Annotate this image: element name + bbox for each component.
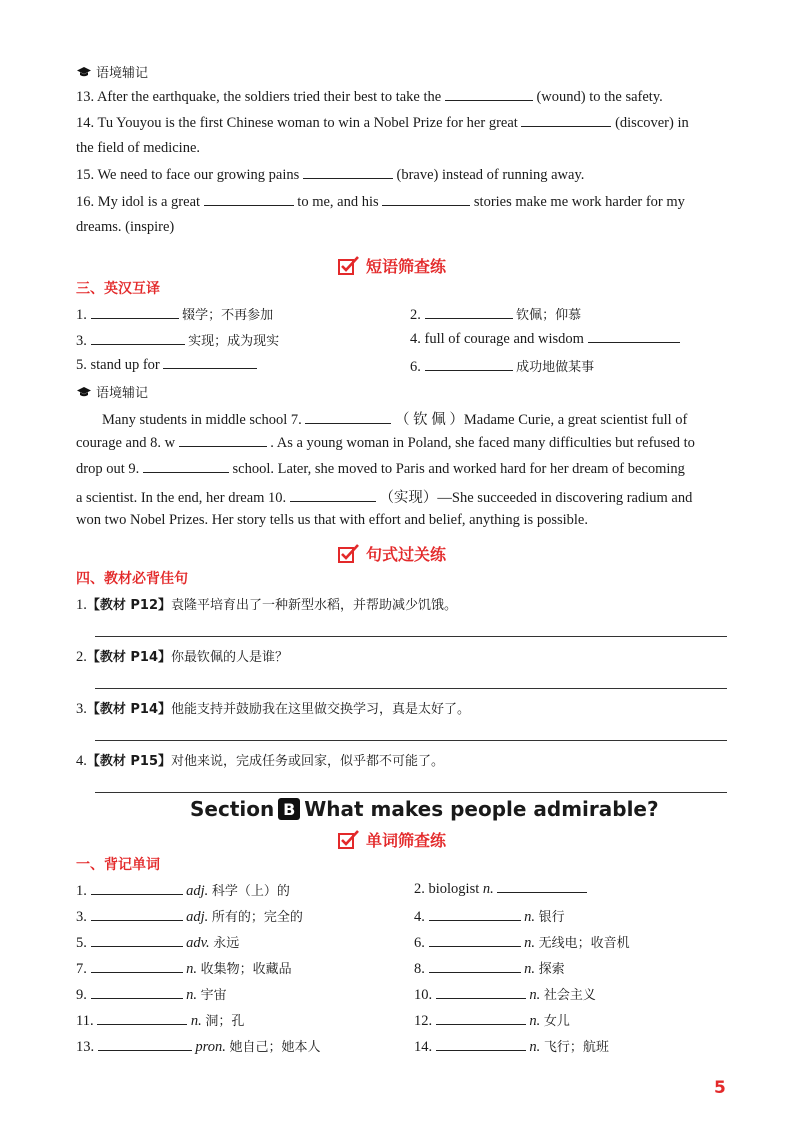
- answer-blank[interactable]: [91, 934, 183, 947]
- part-of-speech: n.: [529, 1039, 541, 1055]
- sentence-item-1: [76, 594, 457, 614]
- checkbox-check-icon: [338, 256, 360, 276]
- part-of-speech: n.: [482, 881, 494, 897]
- item-number: 2.: [76, 649, 87, 665]
- checkbox-check-icon: [338, 544, 360, 564]
- item-chinese: 探索: [538, 962, 565, 977]
- part-of-speech: n.: [524, 961, 535, 977]
- passage-text: school. Later, she moved to Paris and worked hard for her dream of becoming: [232, 461, 685, 477]
- question-16: [76, 193, 685, 211]
- item-number: 1.: [76, 597, 87, 613]
- answer-line[interactable]: [95, 740, 727, 741]
- passage-text: a scientist. In the end, her dream 10.: [76, 490, 287, 506]
- question-13-hint: (wound) to the safety.: [536, 89, 663, 105]
- item-number: 3.: [76, 701, 87, 717]
- answer-blank[interactable]: [429, 960, 521, 973]
- answer-blank[interactable]: [303, 166, 393, 179]
- item-number: 7.: [76, 961, 87, 977]
- word-item-12: [414, 1010, 570, 1030]
- item-number: 13.: [76, 1039, 95, 1055]
- word-item-14: [414, 1036, 609, 1056]
- item-number: 3.: [76, 909, 87, 925]
- sentence-practice-title: 句式过关练: [366, 545, 447, 564]
- question-14-text: 14. Tu Youyou is the first Chinese woman to win a Nobel Prize for her great: [76, 115, 518, 131]
- context-note-header: [76, 62, 148, 81]
- part-of-speech: n.: [524, 935, 535, 951]
- part-of-speech: n.: [524, 909, 535, 925]
- item-number: 10.: [414, 987, 433, 1003]
- passage-line-5: won two Nobel Prizes. Her story tells us that with effort and belief, anything is possible.: [76, 512, 588, 528]
- answer-blank[interactable]: [204, 193, 294, 206]
- passage-text: . As a young woman in Poland, she faced many difficulties but refused to: [270, 435, 695, 451]
- item-number: 1.: [76, 883, 87, 899]
- answer-blank[interactable]: [91, 960, 183, 973]
- word-item-3: [76, 906, 303, 926]
- phrase-item-2: [410, 304, 581, 324]
- question-13-text: 13. After the earthquake, the soldiers tried their best to take the: [76, 89, 442, 105]
- answer-blank[interactable]: [429, 908, 521, 921]
- item-chinese: 钦佩；仰慕: [516, 308, 582, 323]
- sentence-item-4: [76, 750, 444, 770]
- passage-line-1: [102, 408, 687, 429]
- phrase-practice-banner: [338, 254, 446, 277]
- item-number: 3.: [76, 333, 87, 349]
- question-14-cont: the field of medicine.: [76, 140, 201, 156]
- question-16-text-b: to me, and his: [297, 194, 379, 210]
- question-15-hint: (brave) instead of running away.: [396, 167, 585, 183]
- answer-blank[interactable]: [588, 330, 680, 343]
- textbook-tag: 【教材 P14】: [86, 650, 172, 665]
- item-number: 14.: [414, 1039, 433, 1055]
- question-14-hint: (discover) in: [615, 115, 689, 131]
- section-b-title: [190, 797, 659, 821]
- phrase-item-4: [410, 330, 680, 348]
- question-16-cont: dreams. (inspire): [76, 219, 175, 235]
- item-number: 4.: [414, 909, 425, 925]
- item-chinese: 银行: [538, 910, 565, 925]
- answer-blank[interactable]: [97, 1012, 187, 1025]
- word-item-5: [76, 932, 239, 952]
- item-chinese: 所有的；完全的: [211, 910, 303, 925]
- part-of-speech: pron.: [195, 1039, 226, 1055]
- item-chinese: 她自己；她本人: [229, 1040, 321, 1055]
- item-chinese: 永远: [213, 936, 240, 951]
- part-of-speech: n.: [529, 1013, 541, 1029]
- sentence-chinese: 对他来说，完成任务或回家，似乎都不可能了。: [171, 754, 445, 769]
- sentence-practice-banner: [338, 542, 446, 565]
- word-item-6: [414, 932, 630, 952]
- answer-blank[interactable]: [163, 356, 257, 369]
- answer-blank[interactable]: [91, 332, 185, 345]
- answer-blank[interactable]: [382, 193, 470, 206]
- phrase-item-6: [410, 356, 594, 376]
- answer-blank[interactable]: [429, 934, 521, 947]
- phrase-item-5: [76, 356, 257, 374]
- word-practice-banner: [338, 828, 446, 851]
- word-item-2: [414, 880, 587, 898]
- item-chinese: 成功地做某事: [516, 360, 595, 375]
- answer-blank[interactable]: [91, 986, 183, 999]
- word-item-10: [414, 984, 596, 1004]
- part-of-speech: n.: [190, 1013, 202, 1029]
- answer-blank[interactable]: [290, 489, 376, 502]
- item-chinese: 实现；成为现实: [188, 334, 280, 349]
- part-of-speech: n.: [186, 961, 197, 977]
- part-of-speech: adj.: [186, 883, 209, 899]
- textbook-tag: 【教材 P12】: [86, 598, 172, 613]
- sentence-chinese: 你最钦佩的人是谁？: [171, 650, 289, 665]
- item-number: 8.: [414, 961, 425, 977]
- part-of-speech: n.: [529, 987, 541, 1003]
- answer-blank[interactable]: [143, 460, 229, 473]
- sentence-item-3: [76, 698, 470, 718]
- answer-blank[interactable]: [497, 880, 587, 893]
- answer-blank[interactable]: [436, 1038, 526, 1051]
- passage-line-2: [76, 434, 695, 452]
- word-item-13: [76, 1036, 321, 1056]
- answer-blank[interactable]: [91, 908, 183, 921]
- textbook-tag: 【教材 P15】: [86, 754, 172, 769]
- passage-text: Many students in middle school 7.: [102, 412, 302, 428]
- answer-blank[interactable]: [91, 306, 179, 319]
- item-chinese: 辍学；不再参加: [182, 308, 274, 323]
- graduation-cap-icon: [76, 66, 92, 78]
- item-number: 4.: [76, 753, 87, 769]
- context-note-label: 语境辅记: [96, 66, 149, 81]
- answer-blank[interactable]: [436, 1012, 526, 1025]
- item-chinese: 无线电；收音机: [538, 936, 630, 951]
- item-english: 2. biologist: [414, 881, 480, 897]
- item-number: 12.: [414, 1013, 433, 1029]
- item-number: 1.: [76, 307, 87, 323]
- context-note-header: [76, 382, 148, 401]
- word-item-11: [76, 1010, 244, 1030]
- question-16-text-c: stories make me work harder for my: [473, 194, 685, 210]
- item-chinese: 社会主义: [543, 988, 596, 1003]
- section-letter-badge: B: [278, 798, 300, 820]
- question-16-text: 16. My idol is a great: [76, 194, 201, 210]
- sentence-chinese: 袁隆平培育出了一种新型水稻，并帮助减少饥饿。: [171, 598, 458, 613]
- answer-blank[interactable]: [91, 882, 183, 895]
- sentence-chinese: 他能支持并鼓励我在这里做交换学习，真是太好了。: [171, 702, 471, 717]
- part-of-speech: adj.: [186, 909, 209, 925]
- passage-text: （实现）—She succeeded in discovering radium and: [379, 490, 693, 506]
- question-15-text: 15. We need to face our growing pains: [76, 167, 300, 183]
- question-14: [76, 114, 689, 132]
- item-chinese: 收集物；收藏品: [200, 962, 292, 977]
- item-number: 5.: [76, 935, 87, 951]
- section-prefix: Section: [190, 797, 275, 821]
- word-item-7: [76, 958, 292, 978]
- part-of-speech: n.: [186, 987, 197, 1003]
- passage-text: （ 钦 佩 ）Madame Curie, a great scientist full of: [395, 412, 688, 428]
- answer-blank[interactable]: [425, 306, 513, 319]
- word-item-9: [76, 984, 227, 1004]
- page-number: 5: [714, 1078, 726, 1098]
- answer-blank[interactable]: [425, 358, 513, 371]
- answer-line[interactable]: [95, 688, 727, 689]
- graduation-cap-icon: [76, 386, 92, 398]
- answer-blank[interactable]: [436, 986, 526, 999]
- item-number: 11.: [76, 1013, 94, 1029]
- item-number: 2.: [410, 307, 421, 323]
- answer-line[interactable]: [95, 792, 727, 793]
- item-chinese: 科学（上）的: [211, 884, 290, 899]
- item-chinese: 宇宙: [200, 988, 227, 1003]
- item-number: 9.: [76, 987, 87, 1003]
- passage-line-4: [76, 486, 692, 507]
- passage-text: courage and 8. w: [76, 435, 176, 451]
- question-15: [76, 166, 584, 184]
- question-13: [76, 88, 663, 106]
- word-item-1: [76, 880, 290, 900]
- context-note-label: 语境辅记: [96, 386, 149, 401]
- item-number: 6.: [414, 935, 425, 951]
- word-item-4: [414, 906, 565, 926]
- phrase-item-1: [76, 304, 273, 324]
- textbook-tag: 【教材 P14】: [86, 702, 172, 717]
- answer-blank[interactable]: [179, 434, 267, 447]
- section-title-text: What makes people admirable?: [304, 797, 659, 821]
- part-3-heading: 三、英汉互译: [76, 281, 160, 297]
- answer-blank[interactable]: [445, 88, 533, 101]
- passage-line-3: [76, 460, 685, 478]
- word-item-8: [414, 958, 565, 978]
- part-4-heading: 四、教材必背佳句: [76, 571, 188, 587]
- part-of-speech: adv.: [186, 935, 210, 951]
- item-number: 6.: [410, 359, 421, 375]
- answer-blank[interactable]: [98, 1038, 192, 1051]
- item-chinese: 飞行；航班: [543, 1040, 609, 1055]
- phrase-practice-title: 短语筛查练: [366, 257, 447, 276]
- checkbox-check-icon: [338, 830, 360, 850]
- answer-blank[interactable]: [521, 114, 611, 127]
- item-english: 5. stand up for: [76, 357, 160, 373]
- word-practice-title: 单词筛查练: [366, 831, 447, 850]
- item-english: 4. full of courage and wisdom: [410, 331, 584, 347]
- part-1b-heading: 一、背记单词: [76, 857, 160, 873]
- item-chinese: 洞；孔: [205, 1014, 245, 1029]
- sentence-item-2: [76, 646, 288, 666]
- answer-line[interactable]: [95, 636, 727, 637]
- phrase-item-3: [76, 330, 279, 350]
- answer-blank[interactable]: [305, 411, 391, 424]
- item-chinese: 女儿: [543, 1014, 570, 1029]
- passage-text: drop out 9.: [76, 461, 140, 477]
